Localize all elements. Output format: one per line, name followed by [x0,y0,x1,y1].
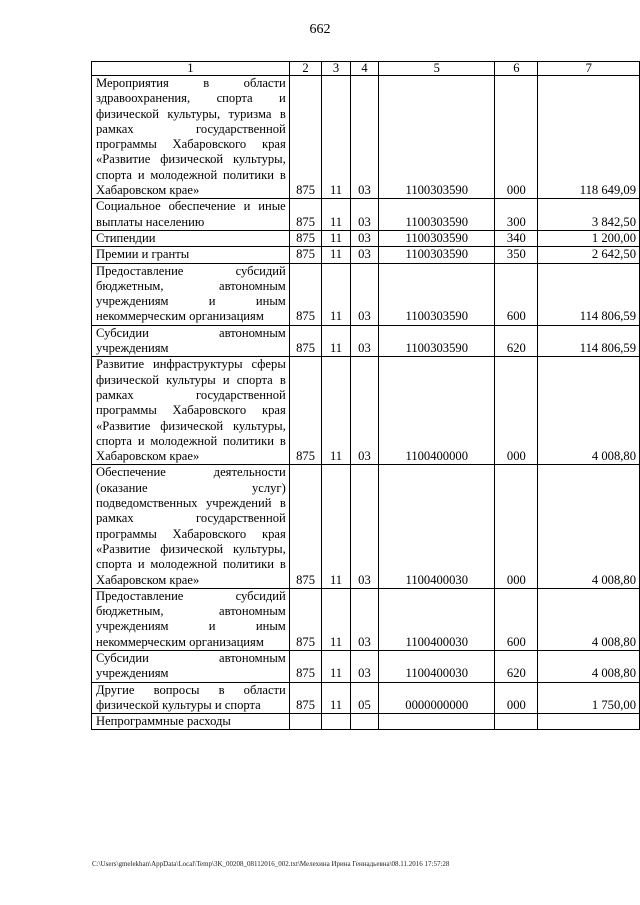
row-target-code: 1100400030 [379,465,495,588]
row-section-code [322,714,350,730]
table-row [92,357,640,465]
table-row [92,247,640,263]
header-cell: 7 [538,62,640,76]
table-row [92,588,640,650]
row-description: Развитие инфраструктуры сферы физической культуры и спорта в рамках государственной программы Хабаровского края «Развитие физической культуры, спорта и молодежной политики в Хабаровском крае» [92,357,290,465]
row-expense-type: 620 [495,650,538,682]
row-target-code: 1100303590 [379,325,495,357]
row-description: Мероприятия в области здравоохранения, спорта и физической культуры, туризма в рамках государственной программы Хабаровского края «Развитие физической культуры, спорта и молодежной политики в Хабаровском крае» [92,76,290,199]
row-expense-type: 000 [495,682,538,714]
row-amount: 3 842,50 [538,199,640,231]
header-cell: 2 [289,62,322,76]
row-admin-code [289,714,322,730]
row-target-code: 1100303590 [379,199,495,231]
row-description: Субсидии автономным учреждениям [92,325,290,357]
row-expense-type [495,714,538,730]
header-cell: 6 [495,62,538,76]
row-amount: 118 649,09 [538,76,640,199]
row-target-code: 1100303590 [379,263,495,325]
row-expense-type: 300 [495,199,538,231]
row-section-code: 11 [322,199,350,231]
table-row [92,199,640,231]
row-admin-code: 875 [289,247,322,263]
row-description: Стипендии [92,230,290,246]
row-subsection-code: 03 [350,325,378,357]
row-amount: 1 750,00 [538,682,640,714]
header-cell: 5 [379,62,495,76]
table-row [92,263,640,325]
row-target-code: 1100303590 [379,76,495,199]
row-admin-code: 875 [289,199,322,231]
row-subsection-code: 03 [350,247,378,263]
row-target-code: 1100303590 [379,230,495,246]
row-target-code: 1100400000 [379,357,495,465]
row-section-code: 11 [322,588,350,650]
table-row [92,325,640,357]
row-subsection-code [350,714,378,730]
row-admin-code: 875 [289,465,322,588]
row-expense-type: 340 [495,230,538,246]
row-section-code: 11 [322,263,350,325]
row-target-code: 1100303590 [379,247,495,263]
row-section-code: 11 [322,247,350,263]
row-description: Обеспечение деятельности (оказание услуг) подведомственных учреждений в рамках государственной программы Хабаровского края «Развитие физической культуры, спорта и молодежной политики в Хабаровском крае» [92,465,290,588]
row-amount: 2 642,50 [538,247,640,263]
row-section-code: 11 [322,230,350,246]
header-cell: 3 [322,62,350,76]
row-admin-code: 875 [289,682,322,714]
row-section-code: 11 [322,76,350,199]
table-row [92,650,640,682]
table-row [92,76,640,199]
row-expense-type: 000 [495,357,538,465]
row-amount: 1 200,00 [538,230,640,246]
row-expense-type: 600 [495,588,538,650]
table-row [92,465,640,588]
budget-table [91,61,640,730]
row-amount: 114 806,59 [538,325,640,357]
row-amount: 4 008,80 [538,357,640,465]
row-subsection-code: 03 [350,76,378,199]
row-subsection-code: 03 [350,465,378,588]
row-admin-code: 875 [289,357,322,465]
row-description: Премии и гранты [92,247,290,263]
row-admin-code: 875 [289,650,322,682]
row-subsection-code: 03 [350,199,378,231]
row-target-code: 1100400030 [379,588,495,650]
row-amount: 4 008,80 [538,465,640,588]
row-subsection-code: 03 [350,650,378,682]
row-target-code [379,714,495,730]
row-target-code: 0000000000 [379,682,495,714]
header-cell: 1 [92,62,290,76]
row-description: Другие вопросы в области физической культуры и спорта [92,682,290,714]
row-amount [538,714,640,730]
row-description: Социальное обеспечение и иные выплаты населению [92,199,290,231]
row-amount: 4 008,80 [538,588,640,650]
row-expense-type: 620 [495,325,538,357]
row-expense-type: 000 [495,465,538,588]
row-subsection-code: 05 [350,682,378,714]
row-admin-code: 875 [289,325,322,357]
row-description: Предоставление субсидий бюджетным, автономным учреждениям и иным некоммерческим организациям [92,263,290,325]
file-path-footer: C:\Users\gmelekhan\AppData\Local\Temp\3K_00208_08112016_002.txt\Мелехина Ирина Геннадьевна\08.11.2016 17:57:28 [92,860,450,868]
row-section-code: 11 [322,682,350,714]
row-admin-code: 875 [289,588,322,650]
row-admin-code: 875 [289,230,322,246]
row-admin-code: 875 [289,263,322,325]
header-cell: 4 [350,62,378,76]
table-row [92,682,640,714]
table-header-row [92,62,640,76]
row-amount: 4 008,80 [538,650,640,682]
row-description: Предоставление субсидий бюджетным, автономным учреждениям и иным некоммерческим организациям [92,588,290,650]
row-description: Субсидии автономным учреждениям [92,650,290,682]
table-row [92,230,640,246]
table-row [92,714,640,730]
row-subsection-code: 03 [350,357,378,465]
row-expense-type: 600 [495,263,538,325]
row-section-code: 11 [322,325,350,357]
row-subsection-code: 03 [350,263,378,325]
row-expense-type: 000 [495,76,538,199]
row-admin-code: 875 [289,76,322,199]
row-section-code: 11 [322,465,350,588]
row-description: Непрограммные расходы [92,714,290,730]
row-subsection-code: 03 [350,588,378,650]
row-section-code: 11 [322,650,350,682]
row-section-code: 11 [322,357,350,465]
row-amount: 114 806,59 [538,263,640,325]
page-number: 662 [309,22,331,37]
row-target-code: 1100400030 [379,650,495,682]
row-expense-type: 350 [495,247,538,263]
row-subsection-code: 03 [350,230,378,246]
